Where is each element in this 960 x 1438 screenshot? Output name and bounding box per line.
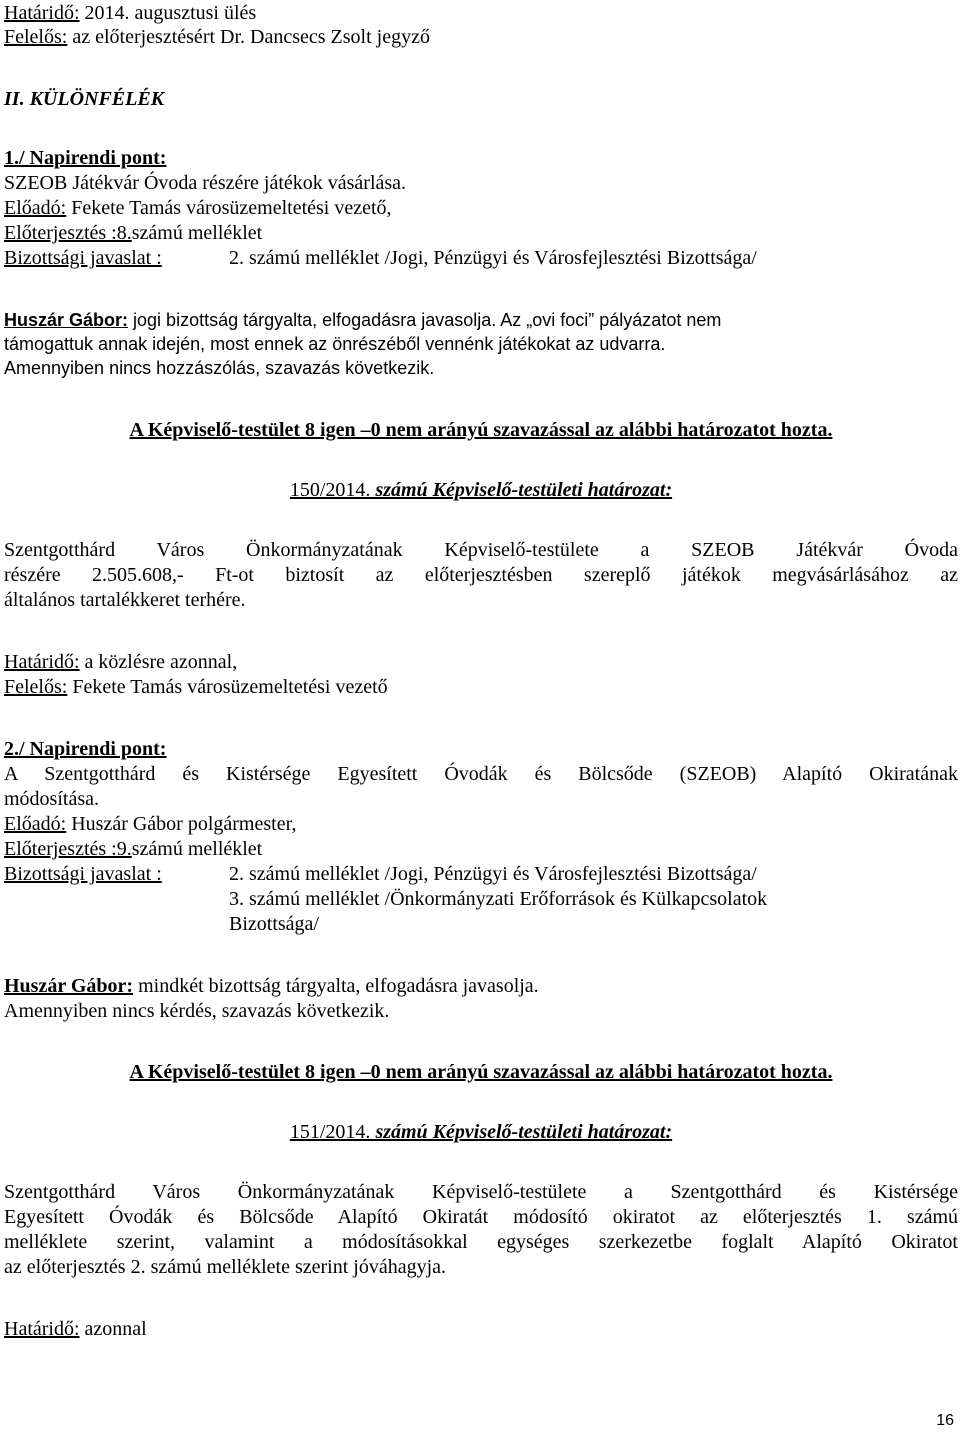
resolution-text-2-line-1: Szentgotthárd Város Önkormányzatának Képviselő-testülete a Szentgotthárd és Kistérsége — [4, 1181, 958, 1203]
resolution-text-1-line-2: részére 2.505.608,- Ft-ot biztosít az előterjesztésben szereplő játékok megvásárlásához az — [4, 564, 958, 586]
committee-proposal-1: Bizottsági javaslat : 2. számú melléklet /Jogi, Pénzügyi és Városfejlesztési Bizottsága/ — [4, 247, 757, 269]
deadline-1: Határidő: a közlésre azonnal, — [4, 651, 238, 673]
proposal-ref-1: Előterjesztés :8.számú melléklet — [4, 222, 263, 244]
presenter-2: Előadó: Huszár Gábor polgármester, — [4, 813, 297, 835]
speech-2-line-1: Huszár Gábor: mindkét bizottság tárgyalta, elfogadásra javasolja. — [4, 975, 539, 997]
page-number: 16 — [936, 1412, 954, 1429]
agenda-subject-1: SZEOB Játékvár Óvoda részére játékok vásárlása. — [4, 172, 407, 194]
header-deadline: Határidő: 2014. augusztusi ülés — [4, 2, 257, 24]
agenda-subject-2-line-2: módosítása. — [4, 788, 99, 810]
presenter-1: Előadó: Fekete Tamás városüzemeltetési vezető, — [4, 197, 392, 219]
speech-2-line-2: Amennyiben nincs kérdés, szavazás következik. — [4, 1000, 390, 1022]
deadline-2: Határidő: azonnal — [4, 1318, 147, 1340]
resolution-title-2: 151/2014. számú Képviselő-testületi határozat: — [289, 1121, 673, 1143]
agenda-subject-2-line-1: A Szentgotthárd és Kistérsége Egyesített Óvodák és Bölcsőde (SZEOB) Alapító Okiratának — [4, 763, 958, 785]
resolution-text-2-line-4: az előterjesztés 2. számú melléklete szerint jóváhagyja. — [4, 1256, 447, 1278]
speaker-name: Huszár Gábor: — [4, 975, 134, 997]
committee-proposal-2-line-3: Bizottsága/ — [229, 913, 319, 935]
committee-proposal-2-line-2: 3. számú melléklet /Önkormányzati Erőforrások és Külkapcsolatok — [229, 888, 768, 910]
agenda-heading-2: 2./ Napirendi pont: — [4, 738, 167, 760]
resolution-text-2-line-3: melléklete szerint, valamint a módosításokkal egységes szerkezetbe foglalt Alapító Okiratot — [4, 1231, 958, 1253]
committee-proposal-2: Bizottsági javaslat : 2. számú melléklet /Jogi, Pénzügyi és Városfejlesztési Bizottsága/ — [4, 863, 757, 885]
speaker-name: Huszár Gábor: — [4, 310, 129, 330]
proposal-ref-2: Előterjesztés :9.számú melléklet — [4, 838, 263, 860]
resolution-text-2-line-2: Egyesített Óvodák és Bölcsőde Alapító Okiratát módosító okiratot az előterjesztés 1. számú — [4, 1206, 958, 1228]
header-responsible: Felelős: az előterjesztésért Dr. Dancsecs Zsolt jegyző — [4, 26, 430, 48]
resolution-title-1: 150/2014. számú Képviselő-testületi határozat: — [289, 479, 673, 501]
resolution-text-1-line-1: Szentgotthárd Város Önkormányzatának Képviselő-testülete a SZEOB Játékvár Óvoda — [4, 539, 958, 561]
resolution-text-1-line-3: általános tartalékkeret terhére. — [4, 589, 246, 611]
speech-1-line-2: támogattuk annak idején, most ennek az önrészéből vennénk játékokat az udvarra. — [4, 334, 666, 354]
speech-1-line-1: Huszár Gábor: jogi bizottság tárgyalta, elfogadásra javasolja. Az „ovi foci” pályázatot nem — [4, 310, 722, 330]
vote-result-2: A Képviselő-testület 8 igen –0 nem arányú szavazással az alábbi határozatot hozta. — [129, 1061, 833, 1083]
speech-1-line-3: Amennyiben nincs hozzászólás, szavazás következik. — [4, 358, 435, 378]
vote-result-1: A Képviselő-testület 8 igen –0 nem arányú szavazással az alábbi határozatot hozta. — [129, 419, 833, 441]
responsible-1: Felelős: Fekete Tamás városüzemeltetési vezető — [4, 676, 388, 698]
agenda-heading-1: 1./ Napirendi pont: — [4, 147, 167, 169]
section-title: II. KÜLÖNFÉLÉK — [4, 88, 165, 110]
